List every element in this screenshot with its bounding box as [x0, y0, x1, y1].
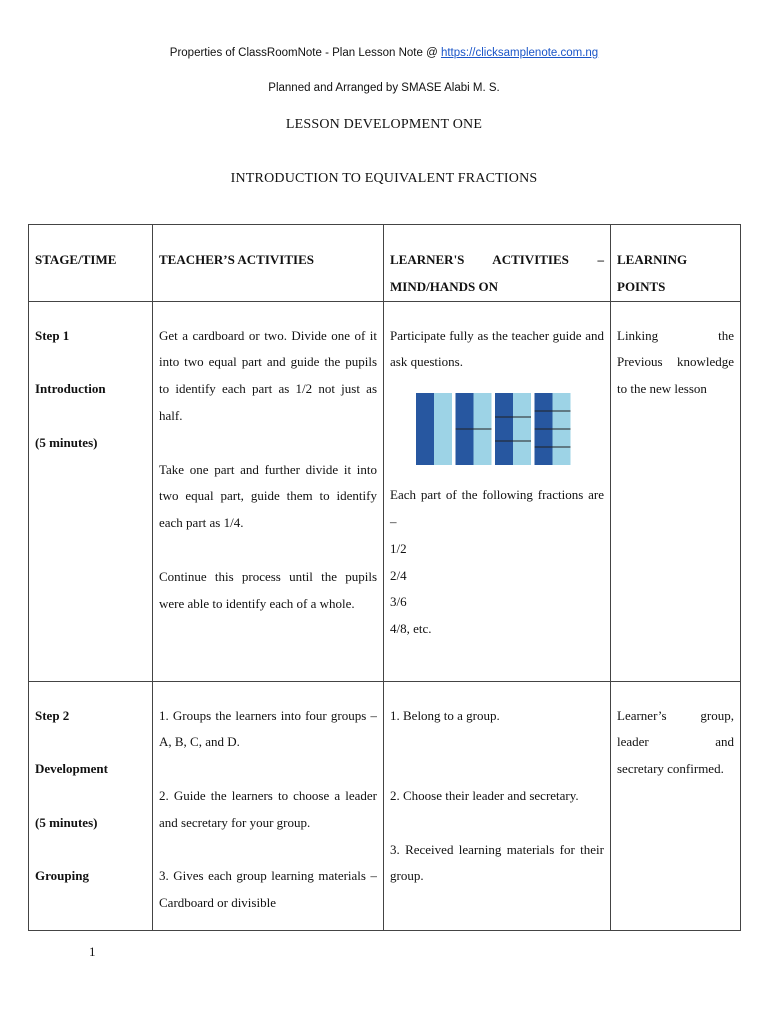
- header-learner-line2: MIND/HANDS ON: [390, 278, 498, 294]
- fraction-4: 4/8, etc.: [390, 621, 432, 637]
- fraction-3: 3/6: [390, 594, 407, 610]
- fraction-1: 1/2: [390, 540, 407, 556]
- lesson-title: LESSON DEVELOPMENT ONE: [285, 117, 483, 132]
- table-header-row: [29, 225, 741, 302]
- row1-time: (5 minutes): [35, 434, 98, 450]
- header-learner-activities: [384, 225, 611, 302]
- row2-teacher-para3: 3. Gives each group learning materials – Cardboard or divisible: [159, 868, 377, 911]
- row1-stage-name: Introduction: [35, 381, 106, 397]
- header-learning-points: [611, 225, 741, 302]
- row1-teacher-para3: Continue this process until the pupils were able to identify each of a whole.: [159, 568, 377, 611]
- fraction-strip-2: [456, 393, 492, 465]
- strip-dark-half: [416, 393, 434, 465]
- table-row: [29, 681, 741, 930]
- row2-step: Step 2: [35, 707, 70, 723]
- fraction-strip-1: [416, 393, 452, 465]
- header-teacher-activities: TEACHER’S ACTIVITIES: [153, 225, 384, 302]
- row2-learner-cell: [384, 681, 611, 930]
- row2-stage-cell: [29, 681, 153, 930]
- row2-learner-para2: 2. Choose their leader and secretary.: [390, 787, 579, 803]
- row1-points-rest: Previous knowledge to the new lesson: [617, 354, 734, 397]
- row2-learner-para3: 3. Received learning materials for their group.: [390, 841, 604, 884]
- fraction-strip-3: [495, 393, 531, 465]
- row2-points-rest: secretary confirmed.: [617, 761, 724, 777]
- strip-light-half: [513, 393, 531, 465]
- row1-points-cell: [611, 301, 741, 681]
- row2-stage-name: Development: [35, 761, 108, 777]
- row2-learner-para1: 1. Belong to a group.: [390, 707, 500, 723]
- strip-dark-half: [495, 393, 513, 465]
- row2-points-line2: leader and: [617, 734, 734, 750]
- row2-teacher-para1: 1. Groups the learners into four groups – A, B, C, and D.: [159, 707, 377, 750]
- lesson-table: [28, 224, 741, 931]
- fraction-2: 2/4: [390, 567, 407, 583]
- row2-time: (5 minutes): [35, 814, 98, 830]
- row1-learner-para1: Participate fully as the teacher guide and ask questions.: [390, 327, 604, 370]
- row1-stage-cell: [29, 301, 153, 681]
- header-website-link[interactable]: https://clicksamplenote.com.ng: [440, 47, 599, 59]
- fraction-strips-figure: [416, 392, 576, 466]
- header-properties-text: Properties of ClassRoomNote - Plan Lesson Note @: [169, 47, 441, 59]
- header-points-line2: POINTS: [617, 278, 666, 294]
- header-learner-line1: LEARNER'S ACTIVITIES –: [390, 252, 604, 267]
- row2-teacher-para2: 2. Guide the learners to choose a leader and secretary for your group.: [159, 787, 377, 830]
- row1-teacher-para2: Take one part and further divide it into two equal part, guide them to identify each part as 1/4.: [159, 461, 377, 531]
- row2-points-cell: [611, 681, 741, 930]
- strip-light-half: [434, 393, 452, 465]
- row1-points-line1: Linking the: [617, 327, 734, 343]
- row2-points-line1: Learner’s group,: [617, 707, 734, 723]
- header-points-line1: LEARNING: [617, 252, 688, 267]
- fraction-strip-4: [535, 393, 571, 465]
- header-author-line: Planned and Arranged by SMASE Alabi M. S.: [268, 82, 500, 94]
- row2-sub: Grouping: [35, 868, 89, 884]
- table-row: [29, 301, 741, 681]
- header-properties-line: [0, 47, 768, 59]
- row1-step: Step 1: [35, 327, 70, 343]
- row2-teacher-cell: [153, 681, 384, 930]
- header-stage-time: STAGE/TIME: [29, 225, 153, 302]
- lesson-subtitle: INTRODUCTION TO EQUIVALENT FRACTIONS: [230, 171, 538, 186]
- row1-teacher-para1: Get a cardboard or two. Divide one of it into two equal part and guide the pupils to identify each part as 1/2 not just as half.: [159, 327, 377, 423]
- row1-teacher-cell: [153, 301, 384, 681]
- row1-learner-para2: Each part of the following fractions are –: [390, 487, 604, 529]
- page-number: 1: [89, 944, 96, 959]
- row1-learner-cell: [384, 301, 611, 681]
